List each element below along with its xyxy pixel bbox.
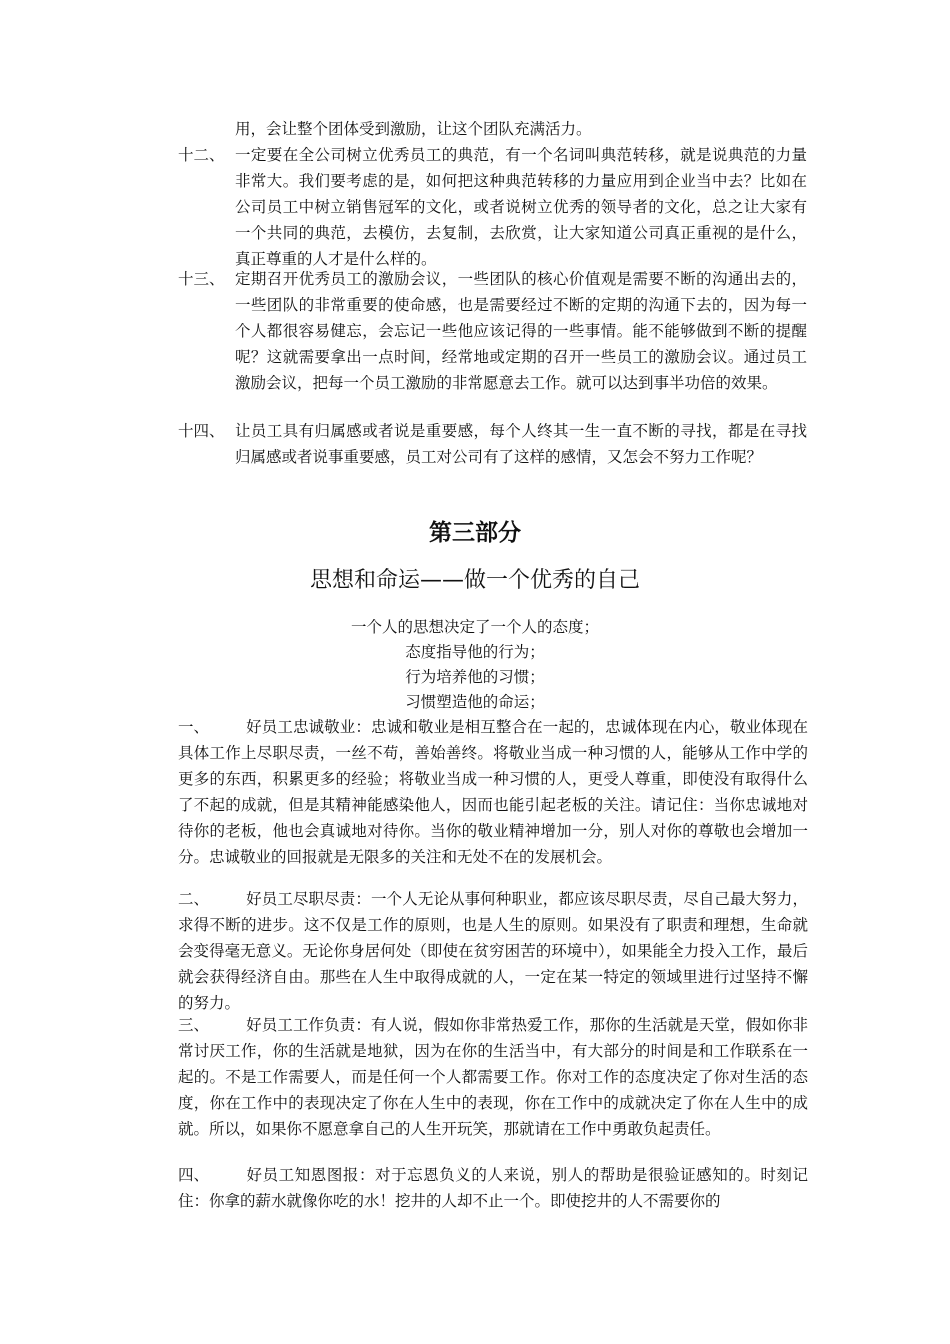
part-title: 第三部分 — [429, 520, 521, 546]
motto-line: 一个人的思想决定了一个人的态度； — [350, 618, 599, 636]
list-item-3 — [178, 1012, 808, 1142]
list-item-number: 二、 — [178, 890, 210, 908]
list-item-text: 让员工具有归属感或者说是重要感，每个人终其一生一直不断的寻找，都是在寻找归属感或者说事重要感，员工对公司有了这样的感情，又怎会不努力工作呢？ — [235, 422, 807, 466]
list-item-number: 十四、 — [178, 422, 225, 440]
motto-line: 态度指导他的行为； — [405, 643, 545, 661]
list-item-14 — [178, 418, 808, 470]
list-item-text: 好员工忠诚敬业：忠诚和敬业是相互整合在一起的，忠诚体现在内心，敬业体现在具体工作上尽职尽责，一丝不苟，善始善终。将敬业当成一种习惯的人，能够从工作中学的更多的东西，积累更多的经验；将敬业当成一种习惯的人，更受人尊重，即使没有取得什么了不起的成就，但是其精神能感染他人，因而也能引起老板的关注。请记住：当你忠诚地对待你的老板，他也会真诚地对待你。当你的敬业精神增加一分，别人对你的尊敬也会增加一分。忠诚敬业的回报就是无限多的关注和无处不在的发展机会。 — [178, 718, 808, 866]
list-item-13 — [178, 266, 808, 396]
list-item-text: 好员工工作负责：有人说，假如你非常热爱工作，那你的生活就是天堂，假如你非常讨厌工作，你的生活就是地狱，因为在你的生活当中，有大部分的时间是和工作联系在一起的。不是工作需要人，而是任何一个人都需要工作。你对工作的态度决定了你对生活的态度，你在工作中的表现决定了你在人生中的表现，你在工作中的成就决定了你在人生中的成就。所以，如果你不愿意拿自己的人生开玩笑，那就请在工作中勇敢负起责任。 — [178, 1016, 808, 1138]
motto-line: 行为培养他的习惯； — [405, 668, 545, 686]
motto-block — [0, 615, 950, 715]
list-item-12 — [178, 142, 808, 272]
list-item-number: 四、 — [178, 1166, 210, 1184]
list-item-number: 三、 — [178, 1016, 210, 1034]
section-subtitle: 思想和命运——做一个优秀的自己 — [309, 568, 640, 593]
motto-line: 习惯塑造他的命运； — [405, 693, 545, 711]
list-item-2 — [178, 886, 808, 1016]
list-item-text: 好员工知恩图报：对于忘恩负义的人来说，别人的帮助是很验证感知的。时刻记住：你拿的薪水就像你吃的水！挖井的人却不止一个。即使挖井的人不需要你的 — [178, 1166, 808, 1210]
list-item-4 — [178, 1162, 808, 1214]
list-item-text: 好员工尽职尽责：一个人无论从事何种职业，都应该尽职尽责，尽自己最大努力，求得不断的进步。这不仅是工作的原则，也是人生的原则。如果没有了职责和理想，生命就会变得毫无意义。无论你身居何处（即使在贫穷困苦的环境中），如果能全力投入工作，最后就会获得经济自由。那些在人生中取得成就的人，一定在某一特定的领域里进行过坚持不懈的努力。 — [178, 890, 808, 1012]
continued-paragraph: 用，会让整个团体受到激励，让这个团队充满活力。 — [235, 120, 592, 138]
list-item-number: 一、 — [178, 718, 210, 736]
list-item-number: 十二、 — [178, 146, 225, 164]
list-item-text: 一定要在全公司树立优秀员工的典范，有一个名词叫典范转移，就是说典范的力量非常大。我们要考虑的是，如何把这种典范转移的力量应用到企业当中去？比如在公司员工中树立销售冠军的文化，或者说树立优秀的领导者的文化，总之让大家有一个共同的典范，去模仿，去复制，去欣赏，让大家知道公司真正重视的是什么，真正尊重的人才是什么样的。 — [235, 146, 807, 268]
list-item-1 — [178, 714, 808, 870]
list-item-number: 十三、 — [178, 270, 225, 288]
list-item-text: 定期召开优秀员工的激励会议，一些团队的核心价值观是需要不断的沟通出去的，一些团队的非常重要的使命感，也是需要经过不断的定期的沟通下去的，因为每一个人都很容易健忘，会忘记一些他应该记得的一些事情。能不能够做到不断的提醒呢？这就需要拿出一点时间，经常地或定期的召开一些员工的激励会议。通过员工激励会议，把每一个员工激励的非常愿意去工作。就可以达到事半功倍的效果。 — [235, 270, 807, 392]
